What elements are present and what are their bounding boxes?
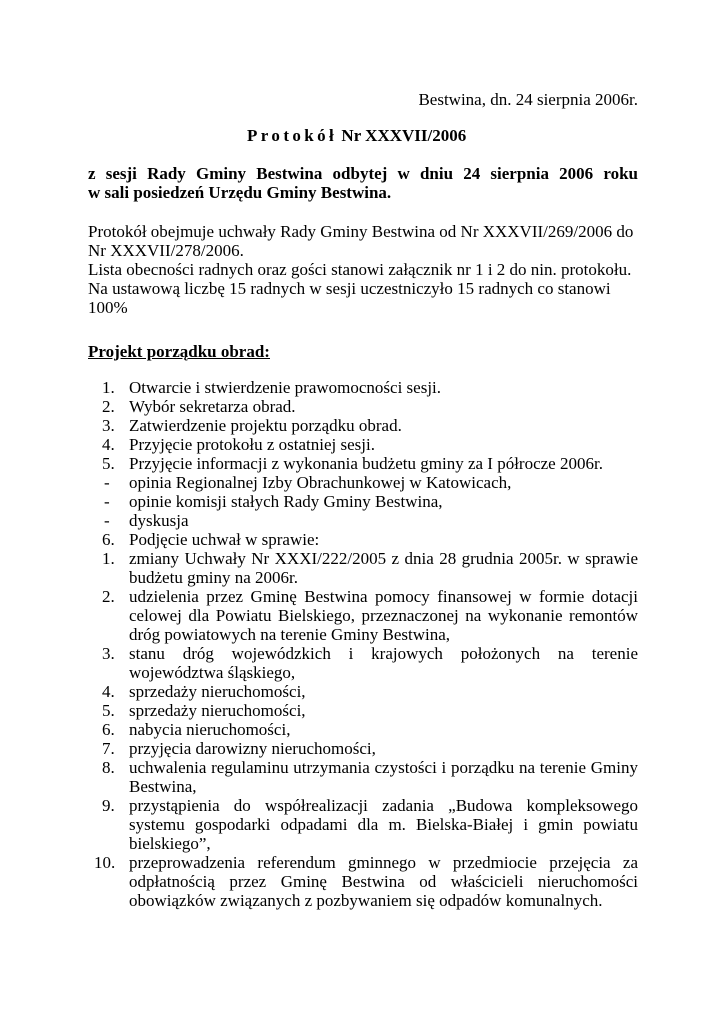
agenda-item (88, 853, 638, 910)
agenda-item (88, 796, 638, 853)
agenda-item-text: obowiązków związanych z pozbywaniem się odpadów komunalnych. (129, 891, 603, 910)
intro-paragraph (88, 222, 638, 317)
agenda-item (88, 758, 638, 796)
intro-line-1: Protokół obejmuje uchwały Rady Gminy Bestwina od Nr XXXVII/269/2006 do (88, 222, 634, 241)
agenda-item-number: - (104, 511, 110, 530)
place-date: Bestwina, dn. 24 sierpnia 2006r. (418, 90, 638, 109)
agenda-item (88, 720, 638, 739)
agenda-item-text: dyskusja (129, 511, 189, 530)
agenda-item-number: 1. (102, 378, 115, 397)
agenda-item-text: Bestwina, (129, 777, 197, 796)
agenda-item (88, 454, 638, 473)
agenda-item-text: uchwalenia regulaminu utrzymania czystości i porządku na terenie Gminy (129, 758, 638, 777)
agenda-item (88, 511, 638, 530)
title-number: Nr XXXVII/2006 (341, 126, 467, 145)
agenda-item-number: 7. (102, 739, 115, 758)
agenda-item-text: sprzedaży nieruchomości, (129, 701, 306, 720)
agenda-item-text: przystąpienia do współrealizacji zadania „Budowa kompleksowego (129, 796, 638, 815)
intro-line-3: Lista obecności radnych oraz gości stanowi załącznik nr 1 i 2 do nin. protokołu. (88, 260, 632, 279)
agenda-item-number: - (104, 473, 110, 492)
session-line-1: z sesji Rady Gminy Bestwina odbytej w dniu 24 sierpnia 2006 roku (88, 164, 638, 183)
agenda-item (88, 416, 638, 435)
agenda-item (88, 530, 638, 549)
agenda-item (88, 549, 638, 587)
agenda-item-text: Podjęcie uchwał w sprawie: (129, 530, 320, 549)
agenda-item (88, 492, 638, 511)
intro-line-5: 100% (88, 298, 128, 317)
document-title (88, 126, 638, 145)
agenda-item-number: 8. (102, 758, 115, 777)
agenda-item-text: opinie komisji stałych Rady Gminy Bestwina, (129, 492, 443, 511)
agenda-item (88, 397, 638, 416)
session-info (88, 164, 638, 202)
agenda-item-text: celowej dla Powiatu Bielskiego, przeznaczonej na wykonanie remontów (129, 606, 638, 625)
agenda-item-text: bielskiego”, (129, 834, 211, 853)
agenda-item (88, 682, 638, 701)
intro-line-2: Nr XXXVII/278/2006. (88, 241, 244, 260)
agenda-item-number: 9. (102, 796, 115, 815)
agenda-item-number: 2. (102, 587, 115, 606)
agenda-item-text: Otwarcie i stwierdzenie prawomocności sesji. (129, 378, 442, 397)
agenda-item-number: - (104, 492, 110, 511)
agenda-item-text: przeprowadzenia referendum gminnego w przedmiocie przejęcia za (129, 853, 638, 872)
agenda-item (88, 739, 638, 758)
agenda-item (88, 587, 638, 644)
agenda-item-number: 2. (102, 397, 115, 416)
agenda-item (88, 435, 638, 454)
agenda-item-number: 1. (102, 549, 115, 568)
agenda-item-text: udzielenia przez Gminę Bestwina pomocy finansowej w formie dotacji (129, 587, 638, 606)
agenda-item (88, 378, 638, 397)
intro-line-4: Na ustawową liczbę 15 radnych w sesji uczestniczyło 15 radnych co stanowi (88, 279, 611, 298)
agenda-item-text: opinia Regionalnej Izby Obrachunkowej w Katowicach, (129, 473, 512, 492)
agenda-item-number: 6. (102, 720, 115, 739)
agenda-item-text: Przyjęcie protokołu z ostatniej sesji. (129, 435, 375, 454)
agenda-item-text: przyjęcia darowizny nieruchomości, (129, 739, 376, 758)
agenda-item-text: odpłatnością przez Gminę Bestwina od właścicieli nieruchomości (129, 872, 638, 891)
agenda-item (88, 644, 638, 682)
agenda-item-text: budżetu gminy na 2006r. (129, 568, 299, 587)
session-line-2: w sali posiedzeń Urzędu Gminy Bestwina. (88, 183, 392, 202)
agenda-item-number: 5. (102, 454, 115, 473)
agenda-item-text: zmiany Uchwały Nr XXXI/222/2005 z dnia 28 grudnia 2005r. w sprawie (129, 549, 638, 568)
agenda-item-number: 4. (102, 435, 115, 454)
agenda-item-text: stanu dróg wojewódzkich i krajowych położonych na terenie (129, 644, 638, 663)
agenda-heading: Projekt porządku obrad: (88, 342, 270, 361)
agenda-item-text: dróg powiatowych na terenie Gminy Bestwina, (129, 625, 451, 644)
agenda-item-text: Wybór sekretarza obrad. (129, 397, 296, 416)
agenda-item-number: 3. (102, 416, 115, 435)
agenda-item-text: sprzedaży nieruchomości, (129, 682, 306, 701)
agenda-item-text: Przyjęcie informacji z wykonania budżetu gminy za I półrocze 2006r. (129, 454, 603, 473)
agenda-item-text: systemu gospodarki odpadami dla m. Bielska-Białej i gmin powiatu (129, 815, 638, 834)
agenda-item-text: Zatwierdzenie projektu porządku obrad. (129, 416, 402, 435)
agenda-item-number: 4. (102, 682, 115, 701)
agenda-item-number: 6. (102, 530, 115, 549)
agenda-item-text: nabycia nieruchomości, (129, 720, 291, 739)
agenda-item-text: województwa śląskiego, (129, 663, 296, 682)
title-protokol: Protokół (247, 126, 338, 145)
agenda-item-number: 5. (102, 701, 115, 720)
agenda-item-number: 3. (102, 644, 115, 663)
agenda-item-number: 10. (94, 853, 116, 872)
agenda-item (88, 701, 638, 720)
agenda-item (88, 473, 638, 492)
agenda-list (88, 378, 638, 910)
